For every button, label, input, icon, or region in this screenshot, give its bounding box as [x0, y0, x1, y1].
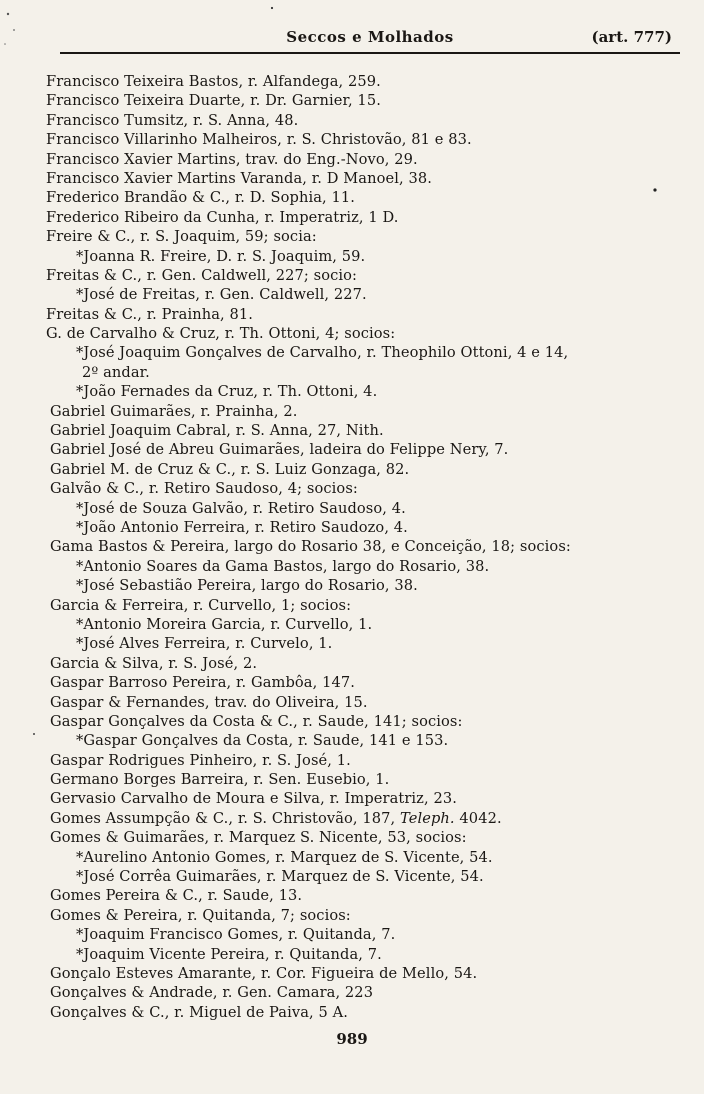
entry-text: Francisco Tumsitz, r. S. Anna, 48.	[46, 111, 299, 129]
entry-text: Francisco Villarinho Malheiros, r. S. Christovão, 81 e 83.	[46, 131, 472, 149]
directory-entry	[46, 809, 686, 828]
directory-entry	[46, 208, 686, 227]
entry-text: *Antonio Moreira Garcia, r. Curvello, 1.	[76, 615, 373, 633]
partner-entry	[46, 382, 686, 401]
directory-entry	[46, 111, 686, 130]
directory-entry	[46, 421, 686, 440]
entry-text: *Aurelino Antonio Gomes, r. Marquez de S. Vicente, 54.	[76, 848, 493, 866]
directory-entry	[46, 169, 686, 188]
entry-text: Francisco Teixeira Duarte, r. Dr. Garnier, 15.	[46, 92, 381, 110]
directory-entry	[46, 537, 686, 556]
partner-entry	[46, 499, 686, 518]
entry-text: Gervasio Carvalho de Moura e Silva, r. Imperatriz, 23.	[50, 790, 457, 808]
directory-entry	[46, 828, 686, 847]
entry-text: *Joaquim Francisco Gomes, r. Quitanda, 7.	[76, 926, 396, 944]
page-header	[60, 26, 680, 54]
directory-entry	[46, 324, 686, 343]
partner-entry	[46, 848, 686, 867]
directory-entry	[46, 693, 686, 712]
partner-entry	[46, 615, 686, 634]
directory-entry	[46, 440, 686, 459]
directory-entry	[46, 1003, 686, 1022]
directory-entry	[46, 964, 686, 983]
partner-entry	[46, 247, 686, 266]
entry-text: Francisco Xavier Martins, trav. do Eng.-Novo, 29.	[46, 150, 418, 168]
entry-text: Gaspar Rodrigues Pinheiro, r. S. José, 1.	[50, 751, 351, 769]
entry-text: Francisco Xavier Martins Varanda, r. D Manoel, 38.	[46, 169, 432, 187]
entry-text: Gomes Assumpção & C., r. S. Christovão, 187,	[50, 809, 396, 827]
entry-text: G. de Carvalho & Cruz, r. Th. Ottoni, 4; socios:	[46, 325, 396, 343]
entry-text: 2º andar.	[82, 363, 150, 381]
directory-entry	[46, 712, 686, 731]
directory-entry	[46, 906, 686, 925]
directory-entry	[46, 150, 686, 169]
entry-text: Gabriel Guimarães, r. Prainha, 2.	[50, 402, 298, 420]
entry-text: *José Corrêa Guimarães, r. Marquez de S. Vicente, 54.	[76, 868, 484, 886]
directory-entry	[46, 983, 686, 1002]
entry-text: Gonçalves & Andrade, r. Gen. Camara, 223	[50, 984, 374, 1002]
entry-text: Freitas & C., r. Prainha, 81.	[46, 305, 253, 323]
partner-entry	[46, 576, 686, 595]
entry-text: *Antonio Soares da Gama Bastos, largo do Rosario, 38.	[76, 557, 490, 575]
entry-text: Galvão & C., r. Retiro Saudoso, 4; socios:	[50, 480, 358, 498]
entry-text: Gonçalo Esteves Amarante, r. Cor. Figueira de Mello, 54.	[50, 964, 478, 982]
directory-entry	[46, 130, 686, 149]
directory-entry	[46, 789, 686, 808]
entry-text: *José Joaquim Gonçalves de Carvalho, r. Theophilo Ottoni, 4 e 14,	[76, 344, 569, 362]
partner-entry	[46, 945, 686, 964]
entry-text: Frederico Brandão & C., r. D. Sophia, 11.	[46, 189, 356, 207]
entry-text: Gabriel M. de Cruz & C., r. S. Luiz Gonzaga, 82.	[50, 460, 410, 478]
entry-text: Frederico Ribeiro da Cunha, r. Imperatriz, 1 D.	[46, 208, 399, 226]
entry-text: *Gaspar Gonçalves da Costa, r. Saude, 141 e 153.	[76, 732, 449, 750]
partner-entry	[46, 363, 686, 382]
directory-entry	[46, 770, 686, 789]
directory-entry	[46, 266, 686, 285]
entry-text: Francisco Teixeira Bastos, r. Alfandega, 259.	[46, 73, 381, 90]
directory-entry	[46, 596, 686, 615]
entry-text: Garcia & Silva, r. S. José, 2.	[50, 654, 258, 672]
entry-text: Gomes Pereira & C., r. Saude, 13.	[50, 887, 303, 905]
telephone-number: 4042.	[459, 809, 502, 827]
directory-entry	[46, 402, 686, 421]
partner-entry	[46, 867, 686, 886]
entry-text: *Joanna R. Freire, D. r. S. Joaquim, 59.	[76, 247, 366, 265]
entry-text: Gaspar Barroso Pereira, r. Gambôa, 147.	[50, 674, 355, 692]
directory-entry	[46, 886, 686, 905]
entry-text: *João Fernades da Cruz, r. Th. Ottoni, 4.	[76, 383, 378, 401]
directory-entry	[46, 479, 686, 498]
telephone-label: Teleph.	[400, 809, 455, 827]
partner-entry	[46, 925, 686, 944]
directory-entry	[46, 188, 686, 207]
directory-entry	[46, 305, 686, 324]
partner-entry	[46, 634, 686, 653]
directory-entry	[46, 751, 686, 770]
entry-text: Gomes & Guimarães, r. Marquez S. Nicente, 53, socios:	[50, 829, 467, 847]
entry-text: Garcia & Ferreira, r. Curvello, 1; socios:	[50, 596, 352, 614]
entry-text: Gama Bastos & Pereira, largo do Rosario 38, e Conceição, 18; socios:	[50, 538, 571, 556]
entry-text: *Joaquim Vicente Pereira, r. Quitanda, 7.	[76, 945, 382, 963]
directory-entries	[46, 72, 686, 1022]
directory-entry	[46, 654, 686, 673]
entry-text: Germano Borges Barreira, r. Sen. Eusebio, 1.	[50, 771, 390, 789]
partner-entry	[46, 518, 686, 537]
partner-entry	[46, 285, 686, 304]
article-reference: (art. 777)	[591, 28, 672, 46]
entry-text: Gabriel Joaquim Cabral, r. S. Anna, 27, Nith.	[50, 422, 384, 440]
entry-text: *João Antonio Ferreira, r. Retiro Saudozo, 4.	[76, 518, 408, 536]
directory-entry	[46, 460, 686, 479]
page-number: 989	[336, 1030, 368, 1048]
partner-entry	[46, 343, 686, 362]
entry-text: *José de Freitas, r. Gen. Caldwell, 227.	[76, 286, 367, 304]
partner-entry	[46, 731, 686, 750]
entry-text: *José Sebastião Pereira, largo do Rosario, 38.	[76, 577, 418, 595]
entry-text: Gonçalves & C., r. Miguel de Paiva, 5 A.	[50, 1003, 349, 1021]
partner-entry	[46, 557, 686, 576]
entry-text: Gaspar & Fernandes, trav. do Oliveira, 15.	[50, 693, 368, 711]
directory-entry	[46, 227, 686, 246]
entry-text: Gabriel José de Abreu Guimarães, ladeira do Felippe Nery, 7.	[50, 441, 509, 459]
entry-text: *José Alves Ferreira, r. Curvelo, 1.	[76, 635, 333, 653]
entry-text: Gaspar Gonçalves da Costa & C., r. Saude, 141; socios:	[50, 712, 463, 730]
entry-text: Gomes & Pereira, r. Quitanda, 7; socios:	[50, 906, 351, 924]
running-title: Seccos e Molhados	[286, 28, 454, 46]
entry-text: *José de Souza Galvão, r. Retiro Saudoso, 4.	[76, 499, 406, 517]
entry-text: Freire & C., r. S. Joaquim, 59; socia:	[46, 228, 317, 246]
directory-entry	[46, 91, 686, 110]
entry-text: Freitas & C., r. Gen. Caldwell, 227; socio:	[46, 266, 358, 284]
directory-entry	[46, 673, 686, 692]
directory-entry	[46, 72, 686, 91]
